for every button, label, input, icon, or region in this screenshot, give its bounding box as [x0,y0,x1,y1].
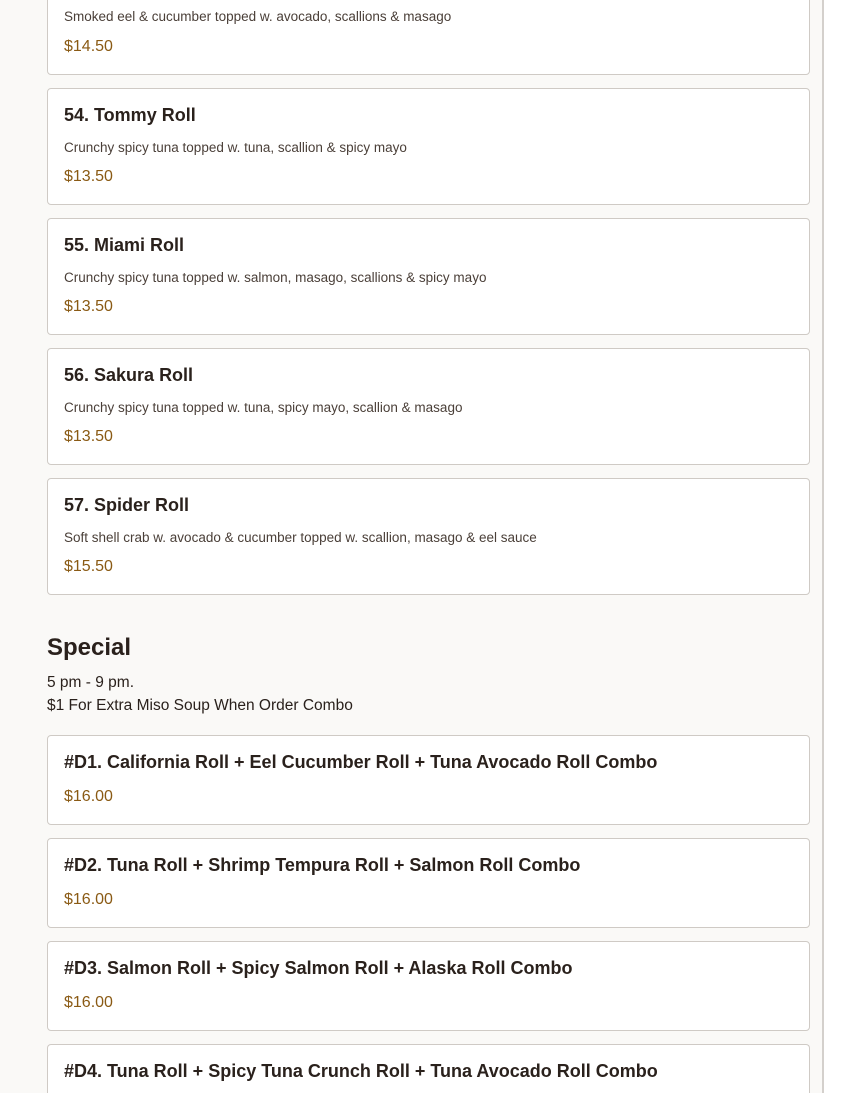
menu-item-card[interactable] [47,478,810,595]
menu-item-price: $13.50 [64,168,113,185]
menu-item-card[interactable] [47,88,810,205]
section-hours: 5 pm - 9 pm. [47,674,134,691]
menu-item-card[interactable] [47,0,810,75]
combo-item-card[interactable] [47,941,810,1031]
combo-item-title: #D3. Salmon Roll + Spicy Salmon Roll + Alaska Roll Combo [64,958,573,978]
menu-item-price: $13.50 [64,428,113,445]
combo-item-title: #D2. Tuna Roll + Shrimp Tempura Roll + Salmon Roll Combo [64,855,581,875]
section-title-special: Special [47,634,132,661]
combo-item-card[interactable] [47,1044,810,1093]
menu-item-description: Crunchy spicy tuna topped w. tuna, scallion & spicy mayo [64,140,407,155]
menu-item-description: Smoked eel & cucumber topped w. avocado, scallions & masago [64,9,452,24]
combo-item-title: #D1. California Roll + Eel Cucumber Roll + Tuna Avocado Roll Combo [64,752,658,772]
combo-item-title: #D4. Tuna Roll + Spicy Tuna Crunch Roll + Tuna Avocado Roll Combo [64,1061,658,1081]
menu-item-description: Crunchy spicy tuna topped w. salmon, masago, scallions & spicy mayo [64,270,487,285]
menu-item-title: 55. Miami Roll [64,235,185,255]
menu-item-title: 56. Sakura Roll [64,365,194,385]
menu-item-card[interactable] [47,218,810,335]
scroll-gutter[interactable] [824,0,844,1093]
combo-item-card[interactable] [47,838,810,928]
menu-item-price: $13.50 [64,298,113,315]
menu-item-title: 57. Spider Roll [64,495,190,515]
menu-item-price: $15.50 [64,558,113,575]
combo-item-price: $16.00 [64,788,113,805]
combo-item-card[interactable] [47,735,810,825]
section-note: $1 For Extra Miso Soup When Order Combo [47,697,353,714]
combo-item-price: $16.00 [64,891,113,908]
menu-item-description: Crunchy spicy tuna topped w. tuna, spicy mayo, scallion & masago [64,400,463,415]
menu-item-description: Soft shell crab w. avocado & cucumber topped w. scallion, masago & eel sauce [64,530,537,545]
menu-item-price: $14.50 [64,38,113,55]
menu-item-title: 54. Tommy Roll [64,105,196,125]
menu-item-card[interactable] [47,348,810,465]
combo-item-price: $16.00 [64,994,113,1011]
